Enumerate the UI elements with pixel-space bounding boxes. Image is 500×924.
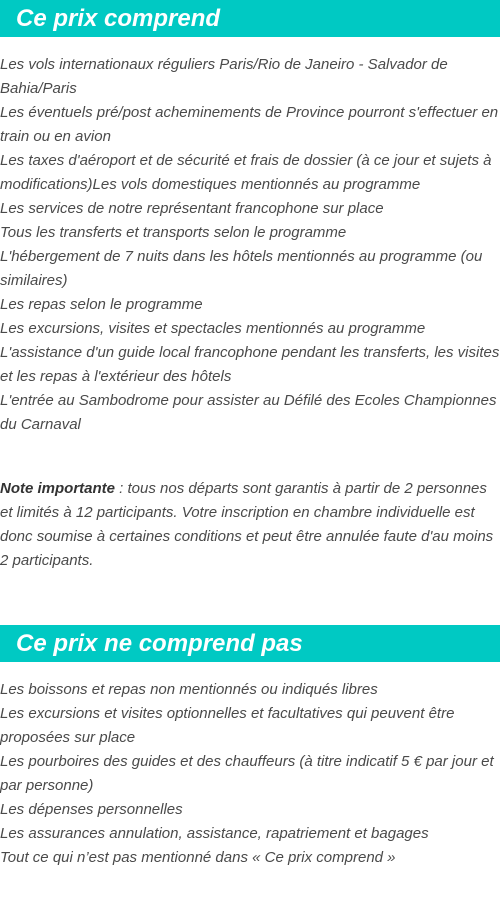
list-item: Les vols internationaux réguliers Paris/Rio de Janeiro - Salvador de Bahia/Paris [0,56,448,97]
excluded-list [0,678,500,870]
list-item: Les pourboires des guides et des chauffeurs (à titre indicatif 5 € par jour et par personne) [0,753,494,794]
list-item: Les excursions et visites optionnelles et facultatives qui peuvent être proposées sur place [0,705,455,746]
list-item: L'assistance d'un guide local francophone pendant les transferts, les visites et les repas à l'extérieur des hôtels [0,344,500,385]
list-item: Les repas selon le programme [0,296,203,313]
included-header [0,0,500,37]
note-label: Note importante [0,480,116,497]
important-note [0,477,500,573]
list-item: Les assurances annulation, assistance, rapatriement et bagages [0,825,429,842]
list-item: Les excursions, visites et spectacles mentionnés au programme [0,320,426,337]
list-item: L'entrée au Sambodrome pour assister au Défilé des Ecoles Championnes du Carnaval [0,392,497,433]
list-item: Tous les transferts et transports selon le programme [0,224,347,241]
included-title: Ce prix comprend [16,5,221,32]
list-item: Les taxes d'aéroport et de sécurité et frais de dossier (à ce jour et sujets à modifications)Les vols domestiques mentionnés au programme [0,152,492,193]
list-item: Les éventuels pré/post acheminements de Province pourront s'effectuer en train ou en avion [0,104,499,145]
excluded-title: Ce prix ne comprend pas [16,630,303,657]
list-item: L'hébergement de 7 nuits dans les hôtels mentionnés au programme (ou similaires) [0,248,483,289]
excluded-header [0,625,500,662]
note-text: : tous nos départs sont garantis à partir de 2 personnes et limités à 12 participants. Votre inscription en chambre individuelle est donc soumise à certaines conditions et peut être annulée faute d'au moins 2 participants. [0,480,494,569]
included-list [0,53,500,437]
list-item: Les boissons et repas non mentionnés ou indiqués libres [0,681,378,698]
list-item: Tout ce qui n’est pas mentionné dans « Ce prix comprend » [0,849,396,866]
list-item: Les dépenses personnelles [0,801,183,818]
list-item: Les services de notre représentant francophone sur place [0,200,384,217]
excluded-section [0,625,500,870]
